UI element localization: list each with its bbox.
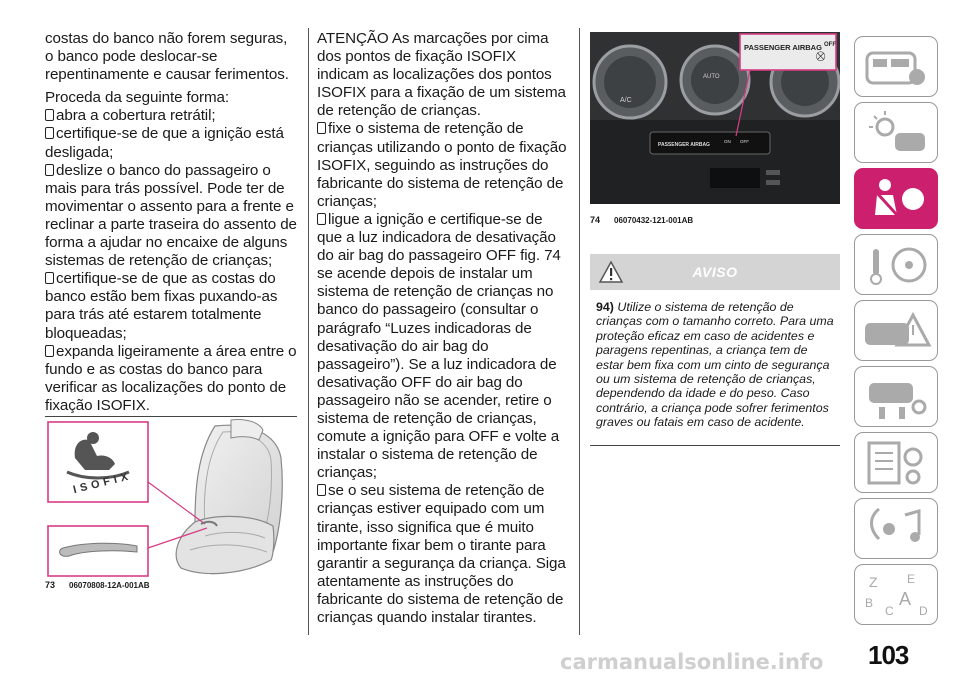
list-item: fixe o sistema de retenção de crianças utilizando o ponto de fixação ISOFIX, seguindo as instruções do fabricante do sistema de retenção de crianças; (317, 120, 567, 210)
svg-text:C: C (885, 604, 894, 618)
svg-text:PASSENGER AIRBAG: PASSENGER AIRBAG (658, 142, 710, 148)
multimedia-icon (855, 499, 939, 560)
page-number: 103 (868, 640, 909, 670)
text-column-left (45, 30, 297, 415)
column-divider (308, 28, 309, 635)
list-item: ligue a ignição e certifique-se de que a luz indicadora de desativação do air bag do passageiro OFF fig. 74 se acende depois de instalar um sistema de retenção de crianças no banco do passageiro (consultar o parágrafo “Luzes indicadoras de desativação do air bag do passageiro”). Se a luz indicadora de desativação OFF do air bag do passageiro não se acender, retire o sistema de retenção de crianças, comute a ignição para OFF e volte a instalar o sistema de retenção de crianças; (317, 210, 561, 482)
car-dashboard-icon (855, 37, 939, 98)
tab-safety[interactable] (854, 168, 938, 229)
svg-text:B: B (865, 596, 874, 610)
tab-emergency[interactable] (854, 300, 938, 361)
paragraph-attention: ATENÇÃO As marcações por cima dos pontos de fixação ISOFIX indicam as localizações dos pontos ISOFIX para a fixação de um sistema de retenção de crianças. (317, 30, 566, 120)
list-item: certifique-se de que as costas do banco estão bem fixas puxando-as para trás até estarem totalmente bloqueadas; (45, 270, 278, 342)
car-lift-icon (855, 367, 939, 428)
watermark: carmanualsonline.info (560, 650, 824, 674)
dashboard-photo (590, 32, 840, 204)
bullet-box-icon (45, 127, 54, 139)
airbag-seatbelt-icon (855, 169, 939, 230)
list-item: deslize o banco do passageiro o mais para trás possível. Pode ter de movimentar o assento para a frente e reclinar a parte traseira do assento de forma a ajudar no encaixe de alguns sistemas de retenção de crianças; (45, 161, 297, 270)
text-column-middle (317, 30, 567, 627)
lights-icon (855, 103, 939, 164)
warning-text: 94) Utilize o sistema de retenção de crianças com o tamanho correto. Para uma proteção eficaz em caso de acidentes e paragens repentinas, a criança tem de estar bem fixa com um cinto de segurança ou um sistema de retenção de crianças, dependendo da idade e do peso. Caso contrário, a criança pode sofrer ferimentos graves ou fatais em caso de acidente. (596, 300, 834, 430)
bullet-box-icon (317, 122, 326, 134)
svg-text:OFF: OFF (740, 139, 749, 144)
svg-text:D: D (919, 604, 928, 618)
svg-text:⛒: ⛒ (816, 51, 826, 61)
tab-maintenance[interactable] (854, 366, 938, 427)
warning-box (590, 254, 840, 446)
paragraph-lead: Proceda da seguinte forma: (45, 89, 229, 107)
bullet-box-icon (317, 213, 326, 225)
svg-text:ON: ON (724, 139, 731, 144)
svg-text:ISOFIX: ISOFIX (71, 469, 134, 497)
steering-wheel-icon (855, 235, 939, 296)
bullet-box-icon (45, 164, 54, 176)
warning-header (590, 254, 840, 290)
figure-caption: 73 06070808-12A-001AB (45, 580, 150, 590)
svg-text:E: E (907, 572, 916, 586)
svg-text:OFF: OFF (824, 42, 836, 48)
column-divider (579, 28, 580, 635)
list-item: certifique-se de que a ignição está desligada; (45, 125, 284, 161)
paragraph-intro: costas do banco não forem seguras, o banco pode deslocar-se repentinamente e causar ferimentos. (45, 30, 289, 84)
list-item: abra a cobertura retrátil; (45, 107, 297, 125)
tab-dashboard[interactable] (854, 36, 938, 97)
data-gear-icon (855, 433, 939, 494)
warning-car-icon (855, 301, 939, 362)
svg-text:AUTO: AUTO (703, 74, 720, 80)
bullet-box-icon (45, 345, 54, 357)
svg-text:A/C: A/C (620, 97, 632, 104)
tab-technical-data[interactable] (854, 432, 938, 493)
tab-lights[interactable] (854, 102, 938, 163)
alphabet-index-icon (855, 565, 939, 626)
bullet-box-icon (45, 109, 54, 121)
tab-starting-driving[interactable] (854, 234, 938, 295)
bullet-box-icon (45, 272, 54, 284)
svg-text:PASSENGER AIRBAG: PASSENGER AIRBAG (744, 43, 822, 52)
bullet-box-icon (317, 484, 326, 496)
warning-title: AVISO (692, 264, 738, 280)
figure-caption: 74 06070432-121-001AB (590, 215, 694, 225)
figure-74 (590, 30, 840, 228)
svg-text:A: A (899, 589, 912, 609)
list-item: se o seu sistema de retenção de crianças estiver equipado com um tirante, isso significa que é muito importante fixar bem o tirante para garantir a segurança da criança. Siga atentamente as instruções do fabricante do sistema de retenção de crianças quando instalar tirantes. (317, 482, 566, 626)
tab-multimedia[interactable] (854, 498, 938, 559)
isofix-seat-illustration (45, 418, 297, 580)
figure-73 (45, 416, 297, 590)
svg-text:Z: Z (869, 574, 878, 590)
tab-index[interactable] (854, 564, 938, 625)
list-item: expanda ligeiramente a área entre o fundo e as costas do banco para verificar as localizações do ponto de fixação ISOFIX. (45, 342, 297, 414)
